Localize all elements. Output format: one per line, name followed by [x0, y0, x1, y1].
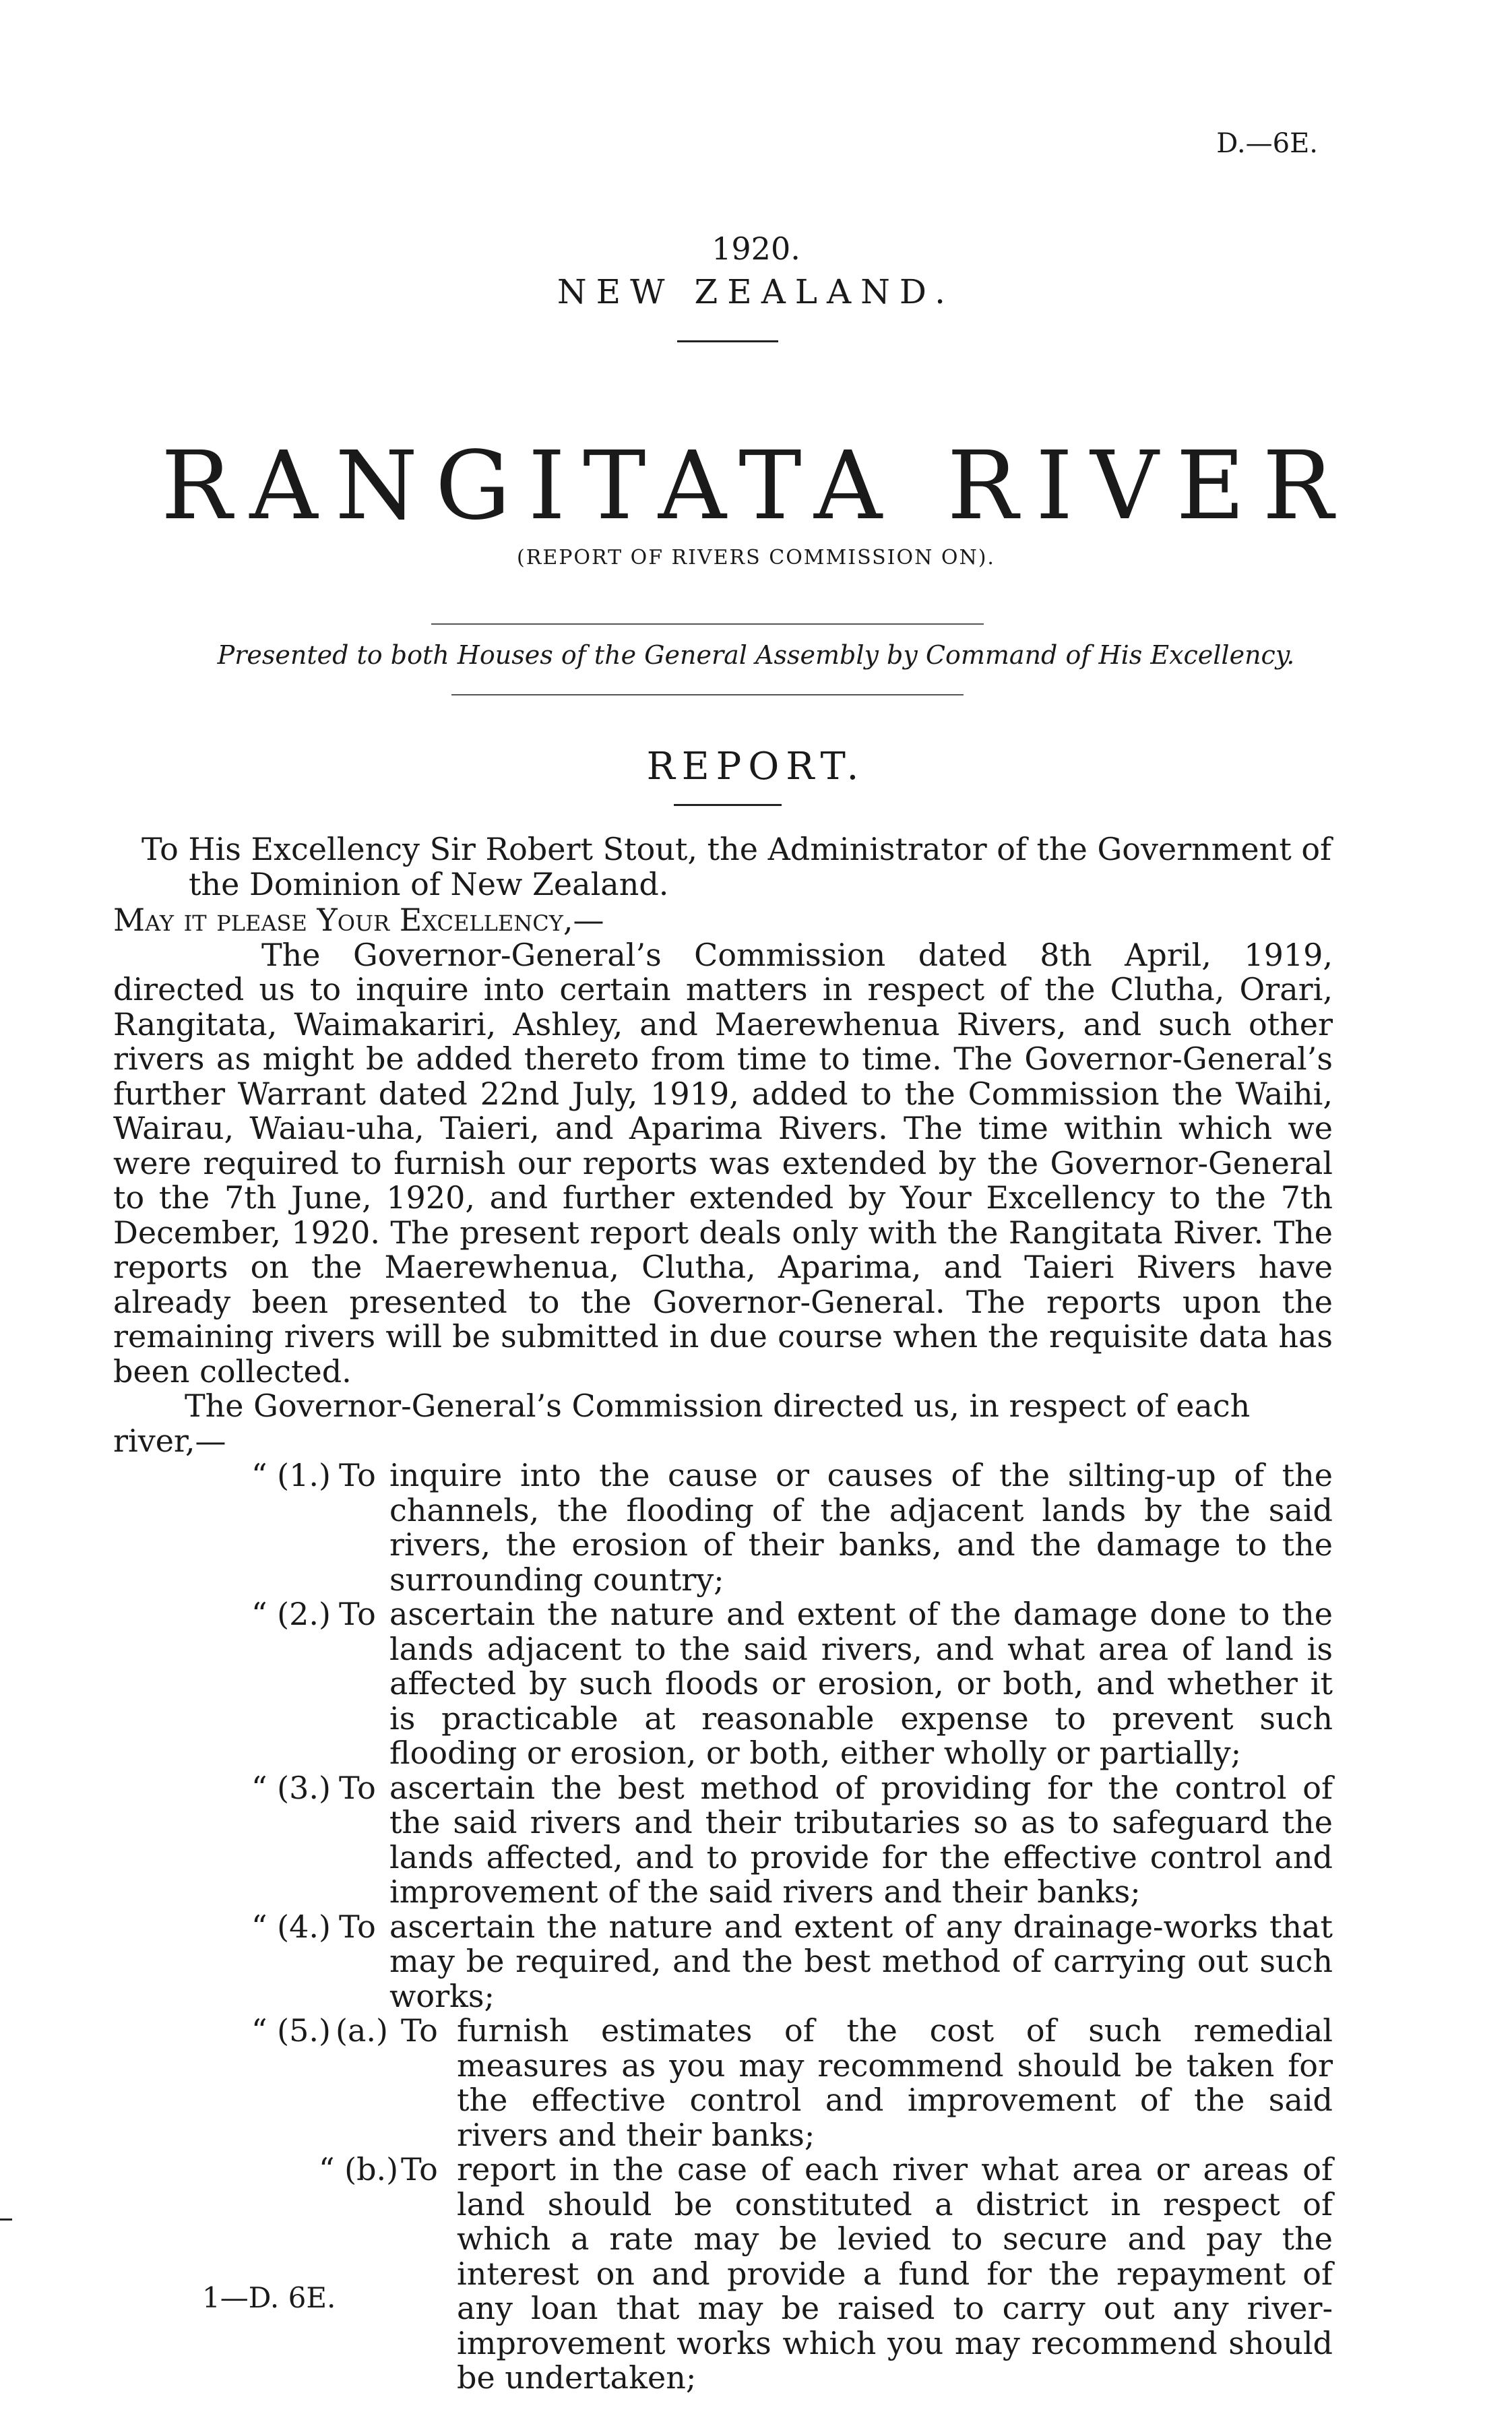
salutation: May it please Your Excellency,—: [113, 902, 604, 938]
list-item: [113, 1458, 1333, 1597]
paragraph: The Governor-General’s Commission directed us, in respect of each river,—: [113, 1388, 1251, 1459]
item-number: “ (4.): [251, 1908, 331, 1945]
item-lead: To: [401, 2151, 438, 2188]
item-number: “ (3.): [251, 1769, 331, 1806]
list-item: [113, 2014, 1333, 2152]
presented-line: Presented to both Houses of the General Assembly by Command of His Excellency.: [217, 640, 1295, 670]
item-text: inquire into the cause or causes of the silting-up of the channels, the flooding of the adjacent lands by the said rivers, the erosion of their banks, and the damage to the surrounding country;: [389, 1457, 1333, 1598]
divider: [451, 694, 964, 695]
item-lead: To: [339, 1457, 376, 1493]
item-sub-label: (a.): [336, 2012, 388, 2049]
item-number: “ (2.): [251, 1596, 331, 1632]
item-number: “ (5.): [251, 2012, 331, 2049]
item-lead: To: [339, 1908, 376, 1945]
country: NEW ZEALAND.: [557, 272, 955, 311]
item-text: furnish estimates of the cost of such remedial measures as you may recommend should be taken for the effective control and improvement of the said rivers and their banks;: [457, 2012, 1333, 2153]
page-signature: 1—D. 6E.: [202, 2281, 336, 2314]
item-number: “ (b.): [319, 2151, 399, 2188]
report-body: [113, 832, 1333, 2396]
list-item: [113, 1597, 1333, 1771]
divider: [677, 340, 778, 342]
item-text: ascertain the nature and extent of the damage done to the lands adjacent to the said rivers, and what area of land is affected by such floods or erosion, or both, and whether it is practicable at reasonable expense to prevent such flooding or erosion, or both, either wholly or partially;: [389, 1596, 1333, 1771]
margin-mark: [0, 2219, 12, 2221]
address: To His Excellency Sir Robert Stout, the Administrator of the Government of the Dominion of New Zealand.: [141, 831, 1332, 902]
item-lead: To: [339, 1596, 376, 1632]
item-lead: To: [339, 1769, 376, 1806]
list-item: [113, 1771, 1333, 1910]
report-heading: REPORT.: [646, 745, 866, 788]
document-title: RANGITATA RIVER: [160, 431, 1352, 541]
item-text: ascertain the best method of providing for the control of the said rivers and their tributaries so as to safeguard the lands affected, and to provide for the effective control and improvement of the said rivers and their banks;: [389, 1769, 1333, 1910]
document-subtitle: (REPORT OF RIVERS COMMISSION ON).: [517, 546, 995, 569]
list-item: [113, 1910, 1333, 2014]
item-text: ascertain the nature and extent of any drainage-works that may be required, and the best method of carrying out such works;: [389, 1908, 1333, 2014]
list-item: [113, 2152, 1333, 2396]
item-text: report in the case of each river what area or areas of land should be constituted a district in respect of which a rate may be levied to secure and pay the interest on and provide a fund for the repayment of any loan that may be raised to carry out any river-improvement works which you may recommend should be undertaken;: [457, 2151, 1333, 2396]
year: 1920.: [712, 230, 800, 267]
divider: [674, 804, 782, 806]
divider: [431, 623, 984, 625]
item-number: “ (1.): [251, 1457, 331, 1493]
document-reference: D.—6E.: [1216, 128, 1318, 159]
paragraph: The Governor-General’s Commission dated 8th April, 1919, directed us to inquire into certain matters in respect of the Clutha, Orari, Rangitata, Waimakariri, Ashley, and Maerewhenua Rivers, and such other rivers as might be added thereto from time to time. The Governor-General’s further Warrant dated 22nd July, 1919, added to the Commission the Waihi, Wairau, Waiau-uha, Taieri, and Aparima Rivers. The time within which we were required to furnish our reports was extended by the Governor-General to the 7th June, 1920, and further extended by Your Excellency to the 7th December, 1920. The present report deals only with the Rangitata River. The reports on the Maerewhenua, Clutha, Aparima, and Taieri Rivers have already been presented to the Governor-General. The reports upon the remaining rivers will be submitted in due course when the requisite data has been collected.: [113, 936, 1333, 1390]
item-lead: To: [401, 2012, 438, 2049]
